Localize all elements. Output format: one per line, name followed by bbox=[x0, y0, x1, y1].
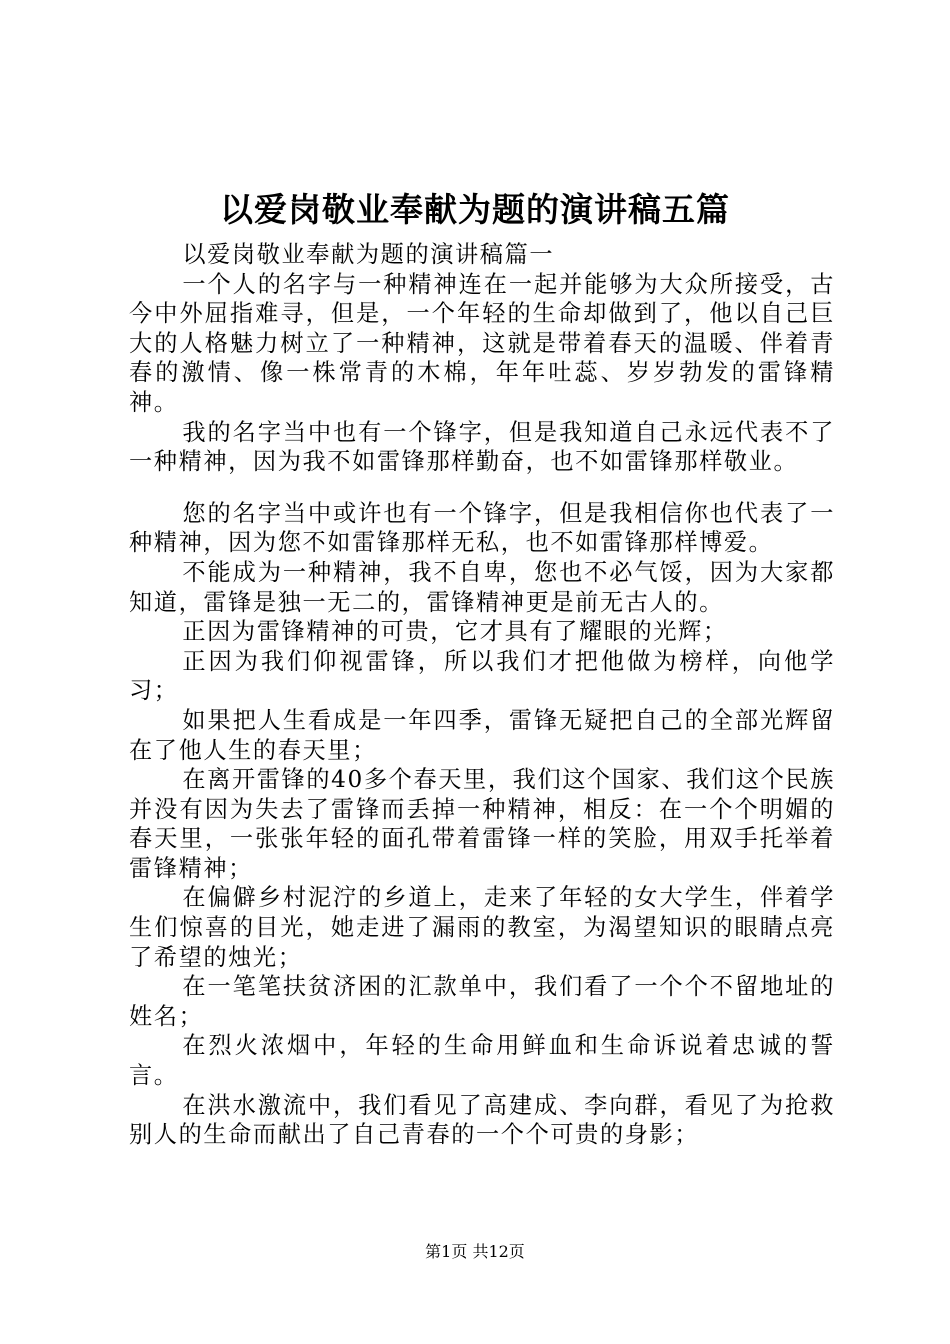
paragraph: 在烈火浓烟中，年轻的生命用鲜血和生命诉说着忠诚的誓言。 bbox=[129, 1032, 835, 1090]
document-body bbox=[129, 240, 835, 1150]
paragraph: 在洪水激流中，我们看见了高建成、李向群，看见了为抢救别人的生命而献出了自己青春的一个个可贵的身影； bbox=[129, 1091, 835, 1149]
paragraph: 在偏僻乡村泥泞的乡道上，走来了年轻的女大学生，伴着学生们惊喜的目光，她走进了漏雨的教室，为渴望知识的眼睛点亮了希望的烛光； bbox=[129, 884, 835, 971]
paragraph: 一个人的名字与一种精神连在一起并能够为大众所接受，古今中外屈指难寻，但是，一个年轻的生命却做到了，他以自己巨大的人格魅力树立了一种精神，这就是带着春天的温暖、伴着青春的激情、像一株常青的木棉，年年吐蕊、岁岁勃发的雷锋精神。 bbox=[129, 270, 835, 416]
paragraph: 您的名字当中或许也有一个锋字，但是我相信你也代表了一种精神，因为您不如雷锋那样无私，也不如雷锋那样博爱。 bbox=[129, 499, 835, 557]
paragraph: 我的名字当中也有一个锋字，但是我知道自己永远代表不了一种精神，因为我不如雷锋那样勤奋，也不如雷锋那样敬业。 bbox=[129, 418, 835, 476]
paragraph-section-heading: 以爱岗敬业奉献为题的演讲稿篇一 bbox=[182, 241, 555, 268]
page-number-footer: 第1页 共12页 bbox=[425, 1242, 525, 1261]
document-title: 以爱岗敬业奉献为题的演讲稿五篇 bbox=[220, 190, 730, 229]
paragraph: 如果把人生看成是一年四季，雷锋无疑把自己的全部光辉留在了他人生的春天里； bbox=[129, 706, 835, 764]
paragraph: 不能成为一种精神，我不自卑，您也不必气馁，因为大家都知道，雷锋是独一无二的，雷锋精神更是前无古人的。 bbox=[129, 558, 835, 616]
paragraph: 在离开雷锋的40多个春天里，我们这个国家、我们这个民族并没有因为失去了雷锋而丢掉一种精神，相反：在一个个明媚的春天里，一张张年轻的面孔带着雷锋一样的笑脸，用双手托举着雷锋精神； bbox=[129, 766, 835, 882]
paragraph: 正因为雷锋精神的可贵，它才具有了耀眼的光辉； bbox=[182, 618, 728, 646]
paragraph: 在一笔笔扶贫济困的汇款单中，我们看了一个个不留地址的姓名； bbox=[129, 973, 835, 1030]
paragraph: 正因为我们仰视雷锋，所以我们才把他做为榜样，向他学习； bbox=[129, 647, 835, 705]
